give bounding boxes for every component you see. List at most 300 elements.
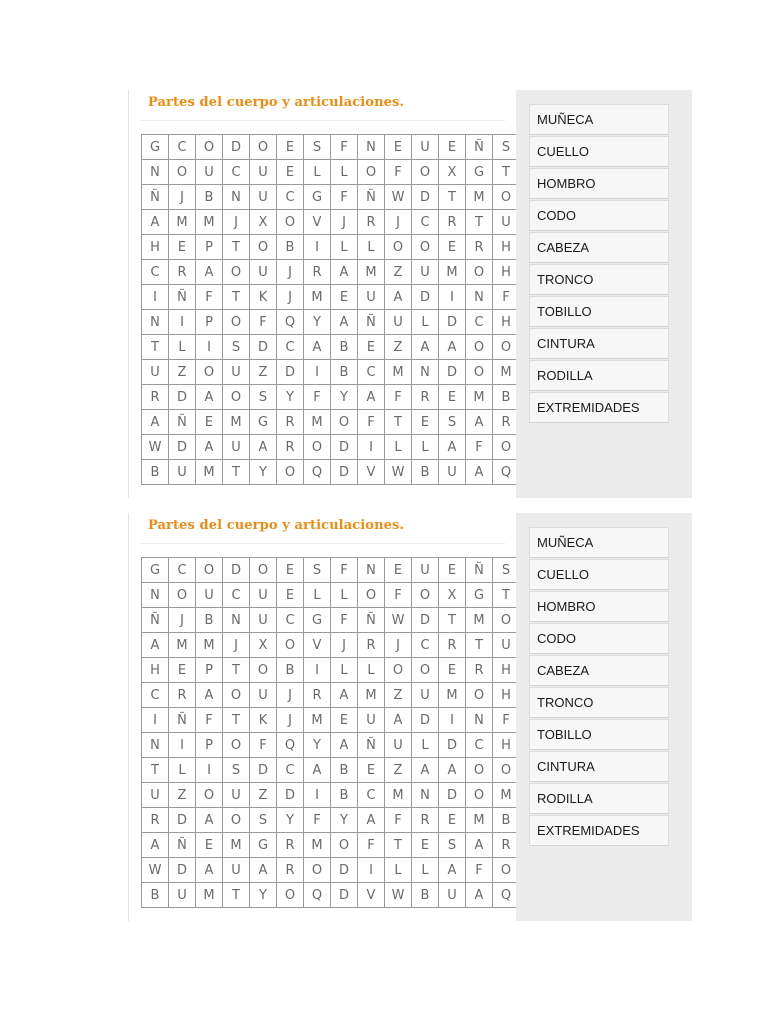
grid-cell[interactable]: D [439, 310, 466, 335]
grid-cell[interactable]: M [466, 608, 493, 633]
grid-cell[interactable]: Y [277, 808, 304, 833]
grid-cell[interactable]: C [358, 783, 385, 808]
grid-cell[interactable]: J [331, 210, 358, 235]
grid-cell[interactable]: K [250, 708, 277, 733]
grid-cell[interactable]: U [385, 733, 412, 758]
grid-cell[interactable]: N [142, 310, 169, 335]
grid-cell[interactable]: V [304, 210, 331, 235]
grid-cell[interactable]: R [358, 633, 385, 658]
grid-cell[interactable]: J [169, 185, 196, 210]
grid-cell[interactable]: M [304, 285, 331, 310]
grid-cell[interactable]: O [196, 783, 223, 808]
grid-cell[interactable]: O [250, 235, 277, 260]
grid-cell[interactable]: D [169, 808, 196, 833]
grid-cell[interactable]: M [196, 460, 223, 485]
grid-cell[interactable]: S [439, 833, 466, 858]
grid-cell[interactable]: A [196, 808, 223, 833]
grid-cell[interactable]: D [331, 460, 358, 485]
grid-cell[interactable]: E [439, 135, 466, 160]
grid-cell[interactable]: M [223, 833, 250, 858]
grid-cell[interactable]: U [412, 135, 439, 160]
grid-cell[interactable]: O [412, 160, 439, 185]
grid-cell[interactable]: C [277, 608, 304, 633]
grid-cell[interactable]: J [277, 683, 304, 708]
grid-cell[interactable]: Ñ [466, 558, 493, 583]
grid-cell[interactable]: F [493, 708, 520, 733]
grid-cell[interactable]: F [385, 808, 412, 833]
grid-cell[interactable]: B [331, 758, 358, 783]
grid-cell[interactable]: G [142, 135, 169, 160]
grid-cell[interactable]: A [142, 210, 169, 235]
grid-cell[interactable]: L [358, 235, 385, 260]
grid-cell[interactable]: A [331, 310, 358, 335]
grid-cell[interactable]: J [169, 608, 196, 633]
grid-cell[interactable]: J [223, 210, 250, 235]
grid-cell[interactable]: M [169, 210, 196, 235]
grid-cell[interactable]: E [196, 833, 223, 858]
grid-cell[interactable]: O [466, 360, 493, 385]
grid-cell[interactable]: D [331, 858, 358, 883]
grid-cell[interactable]: O [277, 883, 304, 908]
grid-cell[interactable]: Ñ [169, 833, 196, 858]
grid-cell[interactable]: A [304, 758, 331, 783]
grid-cell[interactable]: R [277, 410, 304, 435]
grid-cell[interactable]: D [439, 733, 466, 758]
grid-cell[interactable]: I [196, 335, 223, 360]
grid-cell[interactable]: V [358, 460, 385, 485]
grid-cell[interactable]: O [250, 135, 277, 160]
grid-cell[interactable]: Q [493, 460, 520, 485]
grid-cell[interactable]: C [169, 135, 196, 160]
grid-cell[interactable]: L [169, 335, 196, 360]
grid-cell[interactable]: X [250, 633, 277, 658]
grid-cell[interactable]: E [439, 808, 466, 833]
grid-cell[interactable]: J [385, 633, 412, 658]
grid-cell[interactable]: M [493, 360, 520, 385]
grid-cell[interactable]: N [223, 185, 250, 210]
grid-cell[interactable]: A [439, 435, 466, 460]
grid-cell[interactable]: U [250, 260, 277, 285]
grid-cell[interactable]: W [142, 858, 169, 883]
grid-cell[interactable]: C [412, 210, 439, 235]
grid-cell[interactable]: S [304, 135, 331, 160]
grid-cell[interactable]: D [277, 360, 304, 385]
grid-cell[interactable]: P [196, 235, 223, 260]
grid-cell[interactable]: N [142, 160, 169, 185]
grid-cell[interactable]: R [412, 385, 439, 410]
grid-cell[interactable]: J [385, 210, 412, 235]
grid-cell[interactable]: A [331, 683, 358, 708]
grid-cell[interactable]: O [223, 260, 250, 285]
grid-cell[interactable]: H [493, 683, 520, 708]
grid-cell[interactable]: O [412, 658, 439, 683]
grid-cell[interactable]: F [493, 285, 520, 310]
grid-cell[interactable]: D [412, 285, 439, 310]
grid-cell[interactable]: X [439, 160, 466, 185]
grid-cell[interactable]: A [196, 858, 223, 883]
grid-cell[interactable]: B [493, 808, 520, 833]
grid-cell[interactable]: Y [304, 733, 331, 758]
grid-cell[interactable]: E [358, 758, 385, 783]
grid-cell[interactable]: O [493, 858, 520, 883]
grid-cell[interactable]: R [466, 658, 493, 683]
grid-cell[interactable]: E [331, 285, 358, 310]
grid-cell[interactable]: R [466, 235, 493, 260]
grid-cell[interactable]: F [331, 558, 358, 583]
grid-cell[interactable]: G [304, 185, 331, 210]
grid-cell[interactable]: B [412, 460, 439, 485]
grid-cell[interactable]: J [331, 633, 358, 658]
grid-cell[interactable]: A [196, 260, 223, 285]
grid-cell[interactable]: Z [385, 260, 412, 285]
grid-cell[interactable]: D [169, 385, 196, 410]
grid-cell[interactable]: O [331, 410, 358, 435]
grid-cell[interactable]: R [412, 808, 439, 833]
grid-cell[interactable]: L [169, 758, 196, 783]
grid-cell[interactable]: D [277, 783, 304, 808]
grid-cell[interactable]: C [358, 360, 385, 385]
grid-cell[interactable]: A [358, 385, 385, 410]
grid-cell[interactable]: O [493, 185, 520, 210]
grid-cell[interactable]: O [223, 733, 250, 758]
grid-cell[interactable]: M [439, 683, 466, 708]
grid-cell[interactable]: F [466, 435, 493, 460]
grid-cell[interactable]: A [304, 335, 331, 360]
grid-cell[interactable]: O [493, 435, 520, 460]
grid-cell[interactable]: U [439, 883, 466, 908]
grid-cell[interactable]: I [142, 708, 169, 733]
grid-cell[interactable]: U [250, 683, 277, 708]
grid-cell[interactable]: M [466, 185, 493, 210]
grid-cell[interactable]: Y [277, 385, 304, 410]
grid-cell[interactable]: O [277, 210, 304, 235]
grid-cell[interactable]: E [439, 235, 466, 260]
grid-cell[interactable]: A [466, 833, 493, 858]
grid-cell[interactable]: W [385, 460, 412, 485]
grid-cell[interactable]: Q [493, 883, 520, 908]
grid-cell[interactable]: F [385, 160, 412, 185]
grid-cell[interactable]: H [493, 733, 520, 758]
grid-cell[interactable]: D [439, 783, 466, 808]
grid-cell[interactable]: A [196, 385, 223, 410]
grid-cell[interactable]: A [142, 833, 169, 858]
grid-cell[interactable]: C [142, 260, 169, 285]
grid-cell[interactable]: Z [385, 335, 412, 360]
grid-cell[interactable]: T [493, 583, 520, 608]
grid-cell[interactable]: O [304, 435, 331, 460]
grid-cell[interactable]: A [412, 335, 439, 360]
grid-cell[interactable]: O [196, 135, 223, 160]
grid-cell[interactable]: U [358, 285, 385, 310]
grid-cell[interactable]: E [277, 160, 304, 185]
grid-cell[interactable]: A [196, 435, 223, 460]
grid-cell[interactable]: R [277, 858, 304, 883]
grid-cell[interactable]: M [358, 683, 385, 708]
grid-cell[interactable]: D [412, 708, 439, 733]
grid-cell[interactable]: C [142, 683, 169, 708]
grid-cell[interactable]: R [493, 410, 520, 435]
grid-cell[interactable]: H [493, 260, 520, 285]
grid-cell[interactable]: I [439, 285, 466, 310]
grid-cell[interactable]: F [250, 733, 277, 758]
grid-cell[interactable]: E [385, 135, 412, 160]
grid-cell[interactable]: Y [331, 808, 358, 833]
grid-cell[interactable]: M [196, 210, 223, 235]
grid-cell[interactable]: U [196, 160, 223, 185]
grid-cell[interactable]: C [277, 185, 304, 210]
grid-cell[interactable]: K [250, 285, 277, 310]
grid-cell[interactable]: O [466, 683, 493, 708]
grid-cell[interactable]: G [466, 160, 493, 185]
grid-cell[interactable]: M [304, 833, 331, 858]
grid-cell[interactable]: M [385, 783, 412, 808]
grid-cell[interactable]: C [277, 335, 304, 360]
grid-cell[interactable]: U [250, 185, 277, 210]
grid-cell[interactable]: Ñ [358, 733, 385, 758]
grid-cell[interactable]: X [250, 210, 277, 235]
grid-cell[interactable]: O [304, 858, 331, 883]
grid-cell[interactable]: N [358, 558, 385, 583]
grid-cell[interactable]: F [196, 285, 223, 310]
grid-cell[interactable]: J [277, 285, 304, 310]
grid-cell[interactable]: A [439, 335, 466, 360]
grid-cell[interactable]: U [385, 310, 412, 335]
grid-cell[interactable]: M [466, 385, 493, 410]
grid-cell[interactable]: U [412, 558, 439, 583]
grid-cell[interactable]: O [385, 658, 412, 683]
grid-cell[interactable]: M [196, 883, 223, 908]
grid-cell[interactable]: Z [250, 783, 277, 808]
grid-cell[interactable]: T [142, 758, 169, 783]
grid-cell[interactable]: O [466, 758, 493, 783]
grid-cell[interactable]: A [385, 708, 412, 733]
grid-cell[interactable]: T [223, 285, 250, 310]
grid-cell[interactable]: I [439, 708, 466, 733]
grid-cell[interactable]: O [277, 633, 304, 658]
grid-cell[interactable]: L [412, 435, 439, 460]
grid-cell[interactable]: G [142, 558, 169, 583]
grid-cell[interactable]: M [169, 633, 196, 658]
grid-cell[interactable]: Ñ [169, 285, 196, 310]
grid-cell[interactable]: F [466, 858, 493, 883]
grid-cell[interactable]: L [304, 160, 331, 185]
grid-cell[interactable]: S [493, 135, 520, 160]
grid-cell[interactable]: E [169, 658, 196, 683]
grid-cell[interactable]: A [466, 883, 493, 908]
grid-cell[interactable]: W [385, 608, 412, 633]
grid-cell[interactable]: P [196, 310, 223, 335]
grid-cell[interactable]: U [250, 583, 277, 608]
grid-cell[interactable]: D [223, 558, 250, 583]
grid-cell[interactable]: Ñ [466, 135, 493, 160]
grid-cell[interactable]: O [196, 558, 223, 583]
grid-cell[interactable]: T [439, 185, 466, 210]
grid-cell[interactable]: E [277, 135, 304, 160]
grid-cell[interactable]: O [466, 335, 493, 360]
grid-cell[interactable]: B [412, 883, 439, 908]
grid-cell[interactable]: O [358, 160, 385, 185]
grid-cell[interactable]: H [142, 235, 169, 260]
grid-cell[interactable]: P [196, 733, 223, 758]
grid-cell[interactable]: I [304, 783, 331, 808]
grid-cell[interactable]: O [466, 783, 493, 808]
grid-cell[interactable]: O [412, 583, 439, 608]
grid-cell[interactable]: U [493, 633, 520, 658]
grid-cell[interactable]: O [223, 808, 250, 833]
grid-cell[interactable]: J [277, 260, 304, 285]
grid-cell[interactable]: O [196, 360, 223, 385]
grid-cell[interactable]: E [439, 558, 466, 583]
grid-cell[interactable]: A [331, 260, 358, 285]
grid-cell[interactable]: R [142, 808, 169, 833]
grid-cell[interactable]: W [385, 883, 412, 908]
grid-cell[interactable]: T [466, 210, 493, 235]
grid-cell[interactable]: A [466, 460, 493, 485]
grid-cell[interactable]: E [277, 583, 304, 608]
grid-cell[interactable]: L [304, 583, 331, 608]
grid-cell[interactable]: C [277, 758, 304, 783]
grid-cell[interactable]: A [331, 733, 358, 758]
grid-cell[interactable]: Z [169, 360, 196, 385]
grid-cell[interactable]: Y [304, 310, 331, 335]
grid-cell[interactable]: I [304, 360, 331, 385]
grid-cell[interactable]: O [385, 235, 412, 260]
grid-cell[interactable]: H [142, 658, 169, 683]
grid-cell[interactable]: E [196, 410, 223, 435]
grid-cell[interactable]: E [358, 335, 385, 360]
grid-cell[interactable]: D [412, 185, 439, 210]
grid-cell[interactable]: I [304, 658, 331, 683]
grid-cell[interactable]: F [385, 583, 412, 608]
grid-cell[interactable]: O [493, 758, 520, 783]
grid-cell[interactable]: C [223, 583, 250, 608]
grid-cell[interactable]: E [331, 708, 358, 733]
grid-cell[interactable]: N [466, 708, 493, 733]
grid-cell[interactable]: R [304, 683, 331, 708]
grid-cell[interactable]: E [439, 658, 466, 683]
grid-cell[interactable]: B [493, 385, 520, 410]
grid-cell[interactable]: V [304, 633, 331, 658]
grid-cell[interactable]: M [304, 410, 331, 435]
grid-cell[interactable]: M [304, 708, 331, 733]
grid-cell[interactable]: U [142, 360, 169, 385]
grid-cell[interactable]: G [250, 410, 277, 435]
grid-cell[interactable]: Z [169, 783, 196, 808]
grid-cell[interactable]: R [493, 833, 520, 858]
grid-cell[interactable]: A [412, 758, 439, 783]
grid-cell[interactable]: O [493, 608, 520, 633]
grid-cell[interactable]: U [412, 683, 439, 708]
grid-cell[interactable]: A [250, 858, 277, 883]
grid-cell[interactable]: Ñ [358, 185, 385, 210]
grid-cell[interactable]: L [331, 658, 358, 683]
grid-cell[interactable]: S [250, 808, 277, 833]
grid-cell[interactable]: G [304, 608, 331, 633]
grid-cell[interactable]: S [250, 385, 277, 410]
grid-cell[interactable]: F [385, 385, 412, 410]
grid-cell[interactable]: M [223, 410, 250, 435]
grid-cell[interactable]: Ñ [358, 608, 385, 633]
grid-cell[interactable]: L [331, 160, 358, 185]
grid-cell[interactable]: Ñ [142, 185, 169, 210]
grid-cell[interactable]: U [250, 160, 277, 185]
grid-cell[interactable]: D [331, 883, 358, 908]
grid-cell[interactable]: T [142, 335, 169, 360]
grid-cell[interactable]: S [304, 558, 331, 583]
grid-cell[interactable]: G [250, 833, 277, 858]
grid-cell[interactable]: F [250, 310, 277, 335]
grid-cell[interactable]: N [412, 783, 439, 808]
grid-cell[interactable]: T [223, 708, 250, 733]
grid-cell[interactable]: U [439, 460, 466, 485]
grid-cell[interactable]: F [331, 135, 358, 160]
grid-cell[interactable]: W [385, 185, 412, 210]
grid-cell[interactable]: J [223, 633, 250, 658]
grid-cell[interactable]: U [223, 858, 250, 883]
grid-cell[interactable]: D [169, 435, 196, 460]
grid-cell[interactable]: D [412, 608, 439, 633]
grid-cell[interactable]: T [223, 235, 250, 260]
grid-cell[interactable]: O [250, 658, 277, 683]
grid-cell[interactable]: B [196, 608, 223, 633]
grid-cell[interactable]: B [196, 185, 223, 210]
grid-cell[interactable]: Ñ [358, 310, 385, 335]
grid-cell[interactable]: R [439, 210, 466, 235]
grid-cell[interactable]: C [223, 160, 250, 185]
grid-cell[interactable]: B [142, 883, 169, 908]
grid-cell[interactable]: O [466, 260, 493, 285]
grid-cell[interactable]: L [412, 310, 439, 335]
grid-cell[interactable]: S [439, 410, 466, 435]
grid-cell[interactable]: O [169, 583, 196, 608]
grid-cell[interactable]: O [493, 335, 520, 360]
grid-cell[interactable]: A [196, 683, 223, 708]
grid-cell[interactable]: T [466, 633, 493, 658]
grid-cell[interactable]: O [223, 385, 250, 410]
grid-cell[interactable]: U [493, 210, 520, 235]
grid-cell[interactable]: U [358, 708, 385, 733]
grid-cell[interactable]: L [412, 733, 439, 758]
grid-cell[interactable]: E [412, 410, 439, 435]
grid-cell[interactable]: N [142, 583, 169, 608]
grid-cell[interactable]: B [277, 658, 304, 683]
grid-cell[interactable]: U [169, 883, 196, 908]
grid-cell[interactable]: U [196, 583, 223, 608]
grid-cell[interactable]: S [223, 335, 250, 360]
grid-cell[interactable]: M [358, 260, 385, 285]
grid-cell[interactable]: I [169, 310, 196, 335]
grid-cell[interactable]: Y [250, 460, 277, 485]
grid-cell[interactable]: U [250, 608, 277, 633]
grid-cell[interactable]: T [385, 833, 412, 858]
grid-cell[interactable]: H [493, 235, 520, 260]
grid-cell[interactable]: T [439, 608, 466, 633]
grid-cell[interactable]: R [169, 260, 196, 285]
grid-cell[interactable]: R [142, 385, 169, 410]
grid-cell[interactable]: D [223, 135, 250, 160]
grid-cell[interactable]: T [223, 883, 250, 908]
grid-cell[interactable]: R [277, 435, 304, 460]
grid-cell[interactable]: M [439, 260, 466, 285]
grid-cell[interactable]: I [169, 733, 196, 758]
grid-cell[interactable]: B [331, 360, 358, 385]
grid-cell[interactable]: A [250, 435, 277, 460]
grid-cell[interactable]: I [142, 285, 169, 310]
grid-cell[interactable]: U [223, 435, 250, 460]
grid-cell[interactable]: D [169, 858, 196, 883]
grid-cell[interactable]: N [466, 285, 493, 310]
grid-cell[interactable]: E [277, 558, 304, 583]
